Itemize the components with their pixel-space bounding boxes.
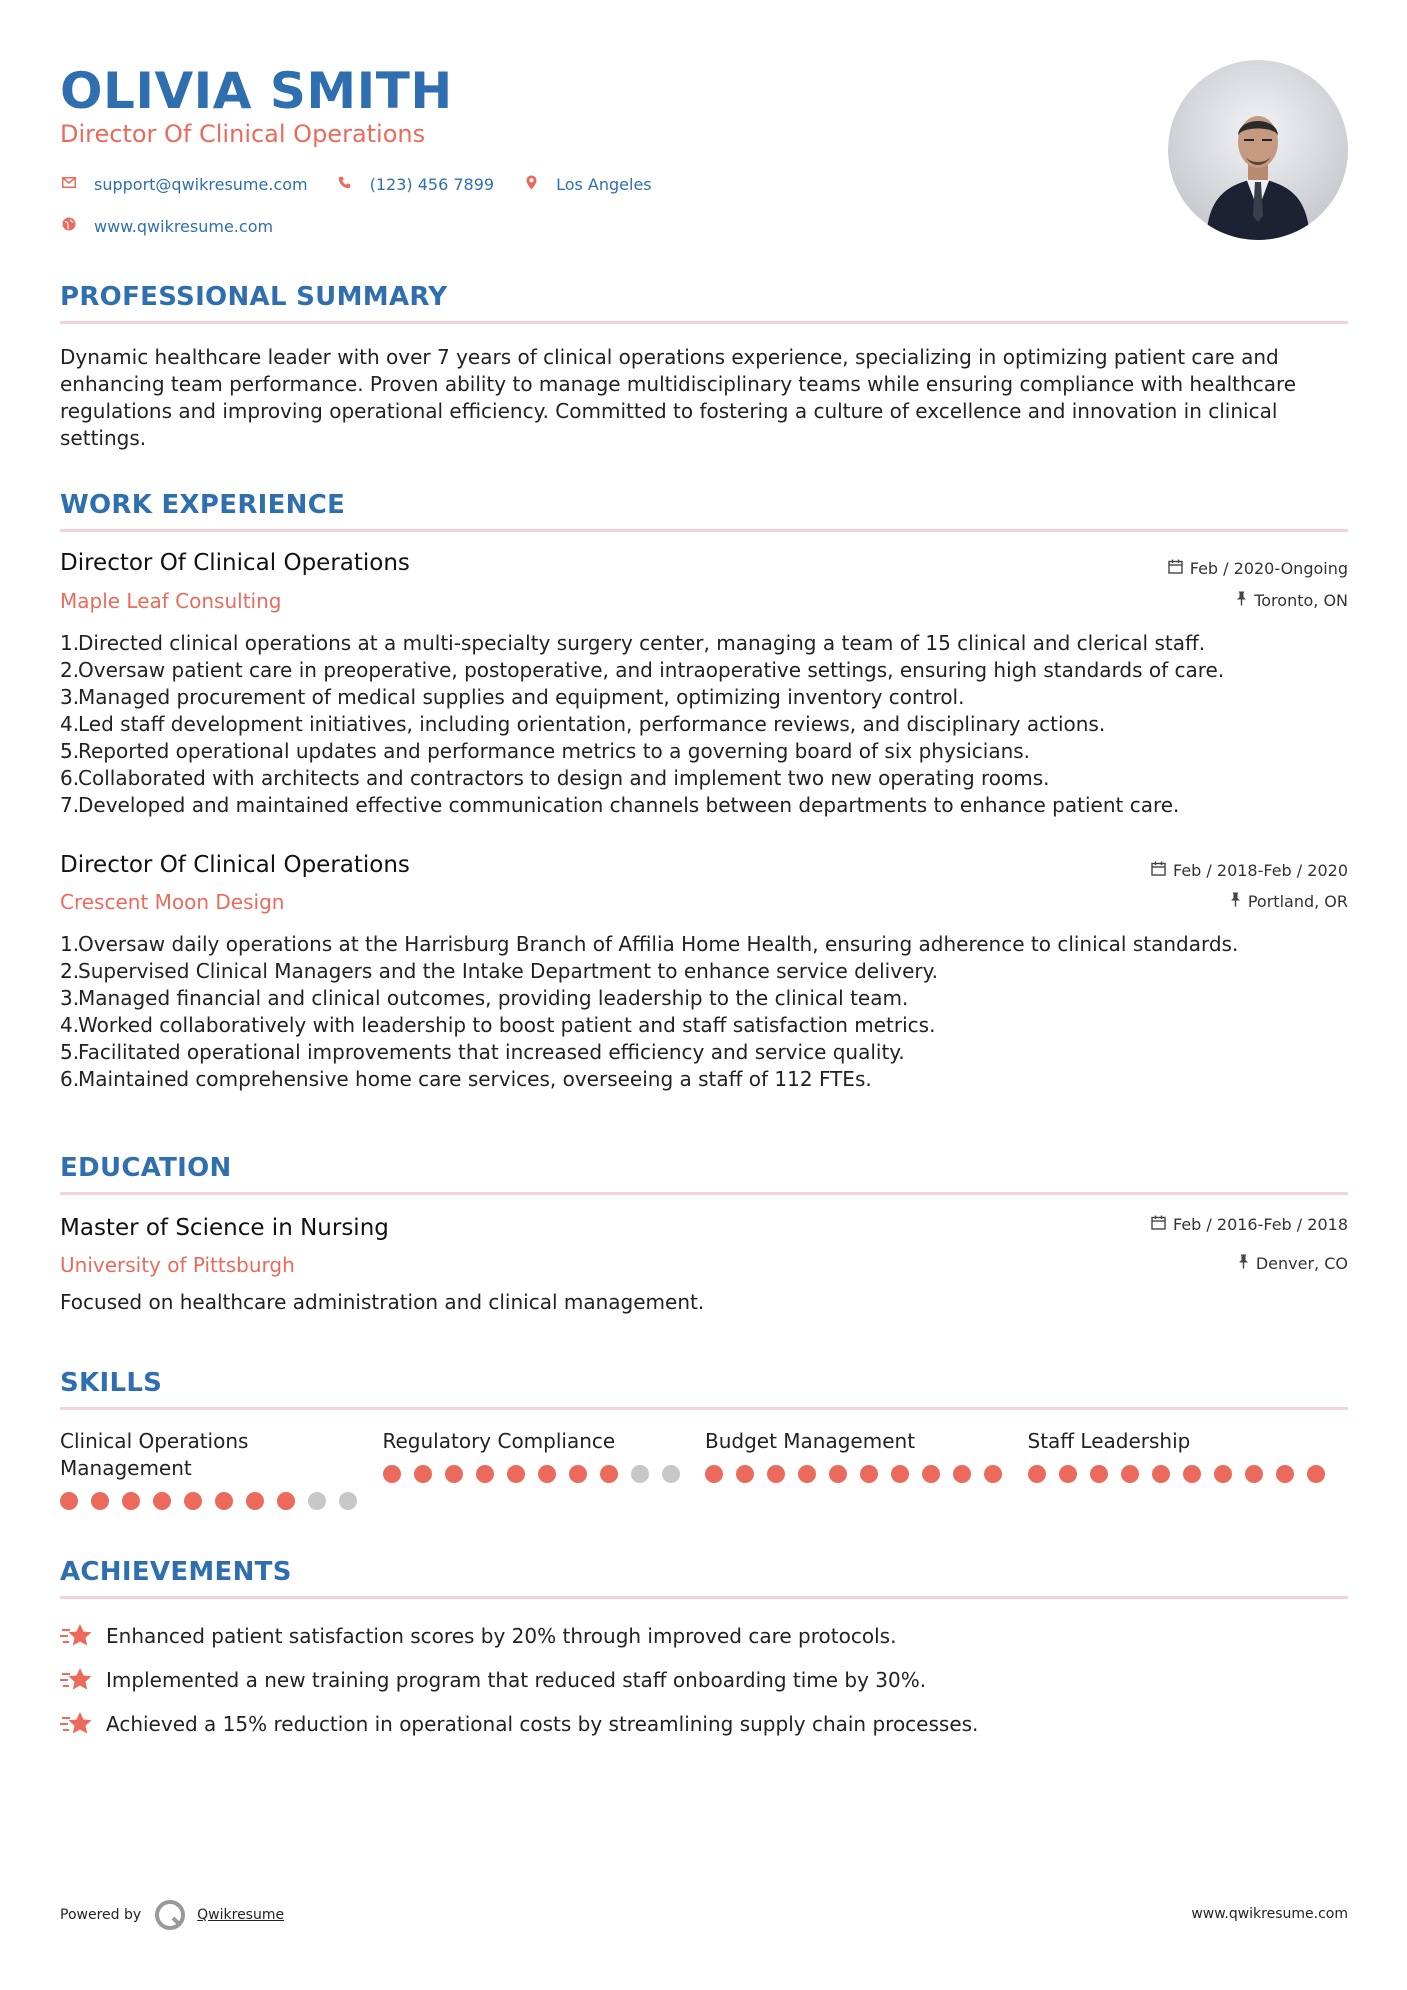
star-icon bbox=[60, 1620, 92, 1652]
envelope-icon bbox=[60, 176, 78, 192]
job-dates-text: Feb / 2018-Feb / 2020 bbox=[1173, 861, 1348, 880]
list-item: 5. Reported operational updates and performance metrics to a governing board of six physicians. bbox=[60, 739, 1031, 763]
rating-dot-filled bbox=[984, 1465, 1002, 1483]
qwikresume-logo-icon bbox=[155, 1900, 185, 1930]
job-dates-text: Feb / 2020-Ongoing bbox=[1189, 559, 1348, 578]
section-title-experience: WORK EXPERIENCE bbox=[60, 490, 346, 520]
pushpin-icon bbox=[1230, 892, 1241, 911]
contact-website[interactable] bbox=[60, 217, 273, 236]
section-title-summary: PROFESSIONAL SUMMARY bbox=[60, 282, 448, 312]
rating-dot-filled bbox=[414, 1465, 432, 1483]
rating-dot-filled bbox=[798, 1465, 816, 1483]
list-item: 4. Led staff development initiatives, including orientation, performance reviews, and disciplinary actions. bbox=[60, 712, 1106, 736]
location-text: Los Angeles bbox=[556, 174, 652, 194]
skill-item bbox=[60, 1428, 383, 1510]
rating-dot-filled bbox=[445, 1465, 463, 1483]
skill-name: Staff Leadership bbox=[1027, 1429, 1191, 1453]
rating-dot-empty bbox=[631, 1465, 649, 1483]
contact-email[interactable] bbox=[60, 175, 308, 194]
job-bullets bbox=[60, 630, 1350, 819]
phone-text[interactable]: (123) 456 7899 bbox=[369, 174, 495, 194]
bullet-text: Managed financial and clinical outcomes, providing leadership to the clinical team. bbox=[78, 986, 909, 1010]
job-title: Director Of Clinical Operations bbox=[60, 852, 410, 878]
job-company: Maple Leaf Consulting bbox=[60, 589, 282, 613]
list-item: 4. Worked collaboratively with leadership to boost patient and staff satisfaction metrics. bbox=[60, 1013, 936, 1037]
degree-title: Master of Science in Nursing bbox=[60, 1215, 389, 1241]
skill-rating bbox=[1028, 1465, 1351, 1483]
bullet-text: Directed clinical operations at a multi-specialty surgery center, managing a team of 15 clinical and clerical staff. bbox=[78, 631, 1206, 655]
rating-dot-filled bbox=[1245, 1465, 1263, 1483]
skill-rating bbox=[705, 1465, 1028, 1483]
phone-icon bbox=[336, 176, 354, 193]
school-name: University of Pittsburgh bbox=[60, 1253, 295, 1277]
skill-item bbox=[383, 1428, 706, 1510]
rating-dot-filled bbox=[476, 1465, 494, 1483]
calendar-icon bbox=[1151, 861, 1166, 880]
list-item: 1. Oversaw daily operations at the Harrisburg Branch of Affilia Home Health, ensuring adherence to clinical standards. bbox=[60, 932, 1239, 956]
job-location-text: Toronto, ON bbox=[1254, 591, 1348, 610]
map-pin-icon bbox=[522, 175, 540, 194]
list-item bbox=[60, 1702, 1350, 1746]
profile-photo bbox=[1168, 60, 1348, 240]
summary-text: Dynamic healthcare leader with over 7 years of clinical operations experience, specializing in optimizing patient care and enhancing team performance. Proven ability to manage multidisciplinary teams while ensuring compliance with healthcare regulations and improving operational efficiency. Committed to fostering a culture of excellence and innovation in clinical settings. bbox=[60, 345, 1297, 450]
powered-by-label: Powered by bbox=[60, 1907, 142, 1923]
candidate-role: Director Of Clinical Operations bbox=[60, 120, 426, 148]
bullet-text: Reported operational updates and performance metrics to a governing board of six physicians. bbox=[78, 739, 1031, 763]
rating-dot-empty bbox=[339, 1492, 357, 1510]
rating-dot-filled bbox=[1307, 1465, 1325, 1483]
rating-dot-filled bbox=[184, 1492, 202, 1510]
rating-dot-filled bbox=[922, 1465, 940, 1483]
skill-rating bbox=[60, 1492, 383, 1510]
rating-dot-filled bbox=[860, 1465, 878, 1483]
email-text[interactable]: support@qwikresume.com bbox=[94, 174, 308, 194]
skill-name: Budget Management bbox=[705, 1429, 916, 1453]
job-dates bbox=[1168, 559, 1348, 578]
bullet-text: Collaborated with architects and contractors to design and implement two new operating rooms. bbox=[78, 766, 1050, 790]
rating-dot-filled bbox=[153, 1492, 171, 1510]
achievement-text: Enhanced patient satisfaction scores by 20% through improved care protocols. bbox=[106, 1624, 897, 1648]
skill-item bbox=[1028, 1428, 1351, 1510]
rating-dot-filled bbox=[1059, 1465, 1077, 1483]
rating-dot-filled bbox=[1152, 1465, 1170, 1483]
education-location bbox=[1238, 1254, 1348, 1273]
section-divider bbox=[60, 1192, 1348, 1195]
education-dates bbox=[1151, 1215, 1348, 1234]
list-item bbox=[60, 1658, 1350, 1702]
rating-dot-empty bbox=[662, 1465, 680, 1483]
rating-dot-filled bbox=[383, 1465, 401, 1483]
bullet-text: Facilitated operational improvements that increased efficiency and service quality. bbox=[78, 1040, 905, 1064]
bullet-text: Supervised Clinical Managers and the Intake Department to enhance service delivery. bbox=[78, 959, 938, 983]
skill-rating bbox=[383, 1465, 706, 1483]
bullet-text: Led staff development initiatives, including orientation, performance reviews, and disciplinary actions. bbox=[78, 712, 1106, 736]
calendar-icon bbox=[1168, 559, 1183, 578]
rating-dot-filled bbox=[246, 1492, 264, 1510]
star-icon bbox=[60, 1708, 92, 1740]
contact-info bbox=[60, 172, 680, 256]
rating-dot-filled bbox=[507, 1465, 525, 1483]
rating-dot-filled bbox=[953, 1465, 971, 1483]
achievement-text: Implemented a new training program that reduced staff onboarding time by 30%. bbox=[106, 1668, 927, 1692]
rating-dot-filled bbox=[1090, 1465, 1108, 1483]
job-location bbox=[1230, 892, 1348, 911]
rating-dot-empty bbox=[308, 1492, 326, 1510]
rating-dot-filled bbox=[91, 1492, 109, 1510]
skill-name: Clinical Operations Management bbox=[60, 1429, 249, 1480]
rating-dot-filled bbox=[569, 1465, 587, 1483]
section-title-skills: SKILLS bbox=[60, 1368, 163, 1398]
list-item: 2. Supervised Clinical Managers and the Intake Department to enhance service delivery. bbox=[60, 959, 938, 983]
skill-item bbox=[705, 1428, 1028, 1510]
rating-dot-filled bbox=[277, 1492, 295, 1510]
list-item: 2. Oversaw patient care in preoperative, postoperative, and intraoperative settings, ensuring high standards of care. bbox=[60, 658, 1225, 682]
rating-dot-filled bbox=[891, 1465, 909, 1483]
section-divider bbox=[60, 529, 1348, 532]
bullet-text: Oversaw daily operations at the Harrisburg Branch of Affilia Home Health, ensuring adherence to clinical standards. bbox=[78, 932, 1239, 956]
footer-powered-by bbox=[60, 1900, 284, 1930]
section-title-achievements: ACHIEVEMENTS bbox=[60, 1557, 292, 1587]
list-item: 3. Managed financial and clinical outcomes, providing leadership to the clinical team. bbox=[60, 986, 909, 1010]
list-item: 6. Collaborated with architects and contractors to design and implement two new operating rooms. bbox=[60, 766, 1050, 790]
website-text[interactable]: www.qwikresume.com bbox=[94, 216, 274, 236]
skills-list bbox=[60, 1428, 1350, 1510]
calendar-icon bbox=[1151, 1215, 1166, 1234]
rating-dot-filled bbox=[1028, 1465, 1046, 1483]
rating-dot-filled bbox=[215, 1492, 233, 1510]
list-item: 7. Developed and maintained effective communication channels between departments to enhance patient care. bbox=[60, 793, 1180, 817]
job-title: Director Of Clinical Operations bbox=[60, 550, 410, 576]
bullet-text: Developed and maintained effective communication channels between departments to enhance patient care. bbox=[78, 793, 1180, 817]
rating-dot-filled bbox=[1276, 1465, 1294, 1483]
job-dates bbox=[1151, 861, 1348, 880]
rating-dot-filled bbox=[60, 1492, 78, 1510]
candidate-name: OLIVIA SMITH bbox=[60, 62, 453, 120]
job-bullets bbox=[60, 931, 1350, 1093]
skill-name: Regulatory Compliance bbox=[382, 1429, 616, 1453]
rating-dot-filled bbox=[122, 1492, 140, 1510]
rating-dot-filled bbox=[1214, 1465, 1232, 1483]
star-icon bbox=[60, 1664, 92, 1696]
bullet-text: Worked collaboratively with leadership to boost patient and staff satisfaction metrics. bbox=[78, 1013, 936, 1037]
contact-phone[interactable] bbox=[336, 175, 494, 194]
rating-dot-filled bbox=[705, 1465, 723, 1483]
list-item: 5. Facilitated operational improvements that increased efficiency and service quality. bbox=[60, 1040, 905, 1064]
list-item: 3. Managed procurement of medical supplies and equipment, optimizing inventory control. bbox=[60, 685, 965, 709]
pushpin-icon bbox=[1236, 591, 1247, 610]
bullet-text: Managed procurement of medical supplies and equipment, optimizing inventory control. bbox=[78, 685, 965, 709]
list-item bbox=[60, 1614, 1350, 1658]
education-location-text: Denver, CO bbox=[1255, 1254, 1348, 1273]
achievement-text: Achieved a 15% reduction in operational costs by streamlining supply chain processes. bbox=[106, 1712, 979, 1736]
globe-icon bbox=[60, 217, 78, 235]
rating-dot-filled bbox=[1121, 1465, 1139, 1483]
education-description: Focused on healthcare administration and clinical management. bbox=[60, 1290, 705, 1314]
brand-link[interactable]: Qwikresume bbox=[197, 1907, 285, 1923]
job-location-text: Portland, OR bbox=[1247, 892, 1348, 911]
rating-dot-filled bbox=[600, 1465, 618, 1483]
rating-dot-filled bbox=[1183, 1465, 1201, 1483]
rating-dot-filled bbox=[829, 1465, 847, 1483]
section-divider bbox=[60, 1407, 1348, 1410]
list-item: 6. Maintained comprehensive home care services, overseeing a staff of 112 FTEs. bbox=[60, 1067, 872, 1091]
pushpin-icon bbox=[1238, 1254, 1249, 1273]
section-divider bbox=[60, 1596, 1348, 1599]
job-company: Crescent Moon Design bbox=[60, 890, 285, 914]
section-title-education: EDUCATION bbox=[60, 1153, 232, 1183]
section-divider bbox=[60, 321, 1348, 324]
rating-dot-filled bbox=[767, 1465, 785, 1483]
achievements-list bbox=[60, 1614, 1350, 1746]
job-location bbox=[1236, 591, 1348, 610]
contact-location bbox=[522, 175, 652, 194]
bullet-text: Maintained comprehensive home care services, overseeing a staff of 112 FTEs. bbox=[78, 1067, 872, 1091]
education-dates-text: Feb / 2016-Feb / 2018 bbox=[1173, 1215, 1348, 1234]
rating-dot-filled bbox=[736, 1465, 754, 1483]
list-item: 1. Directed clinical operations at a multi-specialty surgery center, managing a team of 15 clinical and clerical staff. bbox=[60, 631, 1206, 655]
footer-url[interactable]: www.qwikresume.com bbox=[1191, 1906, 1348, 1922]
rating-dot-filled bbox=[538, 1465, 556, 1483]
bullet-text: Oversaw patient care in preoperative, postoperative, and intraoperative settings, ensuring high standards of care. bbox=[78, 658, 1225, 682]
